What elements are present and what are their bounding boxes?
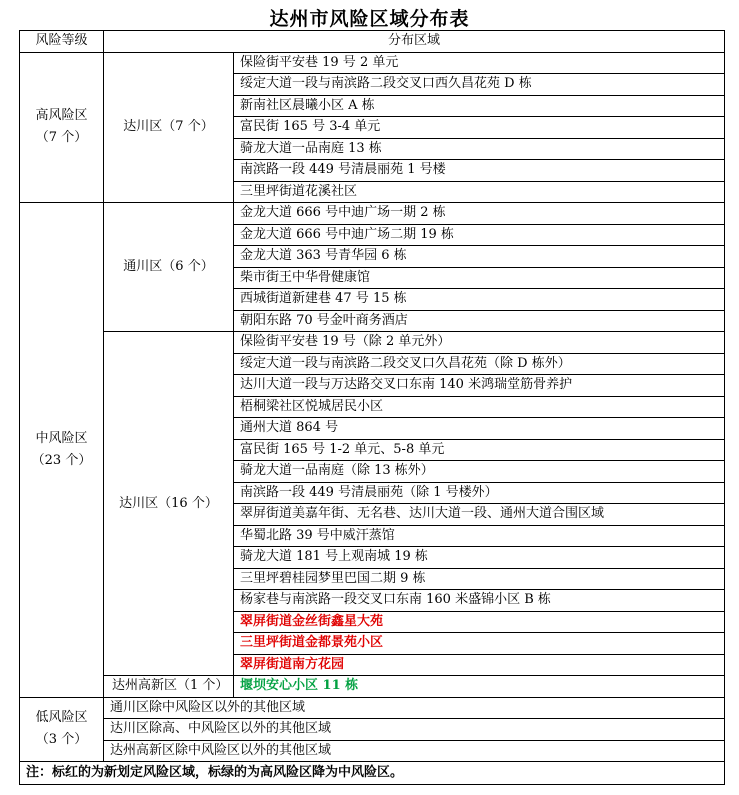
medium-risk-level: 中风险区 — [35, 430, 88, 446]
medium-dachuan-district: 达川区（16 个） — [104, 332, 234, 676]
area-item: 富民街 165 号 1-2 单元、5-8 单元 — [234, 439, 725, 461]
area-item: 柴市街王中华骨健康馆 — [234, 267, 725, 289]
table-row — [20, 203, 725, 225]
area-item: 绥定大道一段与南滨路二段交叉口久昌花苑（除 D 栋外） — [234, 353, 725, 375]
medium-tongchuan-district: 通川区（6 个） — [104, 203, 234, 332]
area-item: 富民街 165 号 3-4 单元 — [234, 117, 725, 139]
area-item: 三里坪碧桂园梦里巴国二期 9 栋 — [234, 568, 725, 590]
area-item: 华蜀北路 39 号中威汗蒸馆 — [234, 525, 725, 547]
medium-gaoxin-district: 达州高新区（1 个） — [104, 676, 234, 698]
table-row — [20, 740, 725, 762]
high-dachuan-district: 达川区（7 个） — [104, 52, 234, 203]
area-item: 南滨路一段 449 号清晨丽苑（除 1 号楼外） — [234, 482, 725, 504]
area-item: 骑龙大道一品南庭（除 13 栋外） — [234, 461, 725, 483]
high-risk-count: （7 个） — [35, 130, 88, 146]
area-item: 新南社区晨曦小区 A 栋 — [234, 95, 725, 117]
area-item: 通川区除中风险区以外的其他区域 — [104, 697, 725, 719]
area-item: 杨家巷与南滨路一段交叉口东南 160 米盛锦小区 B 栋 — [234, 590, 725, 612]
area-item: 达川大道一段与万达路交叉口东南 140 米鸿瑞堂筋骨养护 — [234, 375, 725, 397]
area-item: 金龙大道 363 号青华园 6 栋 — [234, 246, 725, 268]
area-item: 通州大道 864 号 — [234, 418, 725, 440]
area-item: 梧桐梁社区悦城居民小区 — [234, 396, 725, 418]
high-risk-level: 高风险区 — [35, 108, 88, 124]
area-item: 骑龙大道一品南庭 13 栋 — [234, 138, 725, 160]
header-area: 分布区域 — [104, 31, 725, 53]
area-item: 翠屏街道美嘉年街、无名巷、达川大道一段、通州大道合围区域 — [234, 504, 725, 526]
area-item: 西城街道新建巷 47 号 15 栋 — [234, 289, 725, 311]
table-row — [20, 719, 725, 741]
table-row — [20, 697, 725, 719]
new-area-item: 翠屏街道南方花园 — [234, 654, 725, 676]
area-item: 保险街平安巷 19 号 2 单元 — [234, 52, 725, 74]
risk-area-table — [19, 30, 725, 785]
table-row — [20, 676, 725, 698]
high-risk-level-cell — [20, 52, 104, 203]
table-header-row — [20, 31, 725, 53]
area-item: 绥定大道一段与南滨路二段交叉口西久昌花苑 D 栋 — [234, 74, 725, 96]
page-title: 达州市风险区域分布表 — [269, 8, 470, 30]
low-risk-count: （3 个） — [35, 732, 88, 748]
area-item: 南滨路一段 449 号清晨丽苑 1 号楼 — [234, 160, 725, 182]
area-item: 金龙大道 666 号中迪广场一期 2 栋 — [234, 203, 725, 225]
area-item: 朝阳东路 70 号金叶商务酒店 — [234, 310, 725, 332]
medium-risk-level-cell — [20, 203, 104, 698]
low-risk-level: 低风险区 — [35, 710, 88, 726]
medium-risk-count: （23 个） — [31, 452, 92, 468]
table-row — [20, 762, 725, 785]
downgraded-area-item: 堰坝安心小区 11 栋 — [234, 676, 725, 698]
area-item: 保险街平安巷 19 号（除 2 单元外） — [234, 332, 725, 354]
area-item: 金龙大道 666 号中迪广场二期 19 栋 — [234, 224, 725, 246]
table-note: 注：标红的为新划定风险区域，标绿的为高风险区降为中风险区。 — [20, 762, 725, 785]
low-risk-level-cell — [20, 697, 104, 762]
new-area-item: 翠屏街道金丝街鑫星大苑 — [234, 611, 725, 633]
table-row — [20, 332, 725, 354]
area-item: 三里坪街道花溪社区 — [234, 181, 725, 203]
new-area-item: 三里坪街道金都景苑小区 — [234, 633, 725, 655]
header-level: 风险等级 — [20, 31, 104, 53]
area-item: 达州高新区除中风险区以外的其他区域 — [104, 740, 725, 762]
area-item: 达川区除高、中风险区以外的其他区域 — [104, 719, 725, 741]
area-item: 骑龙大道 181 号上观南城 19 栋 — [234, 547, 725, 569]
table-row — [20, 52, 725, 74]
